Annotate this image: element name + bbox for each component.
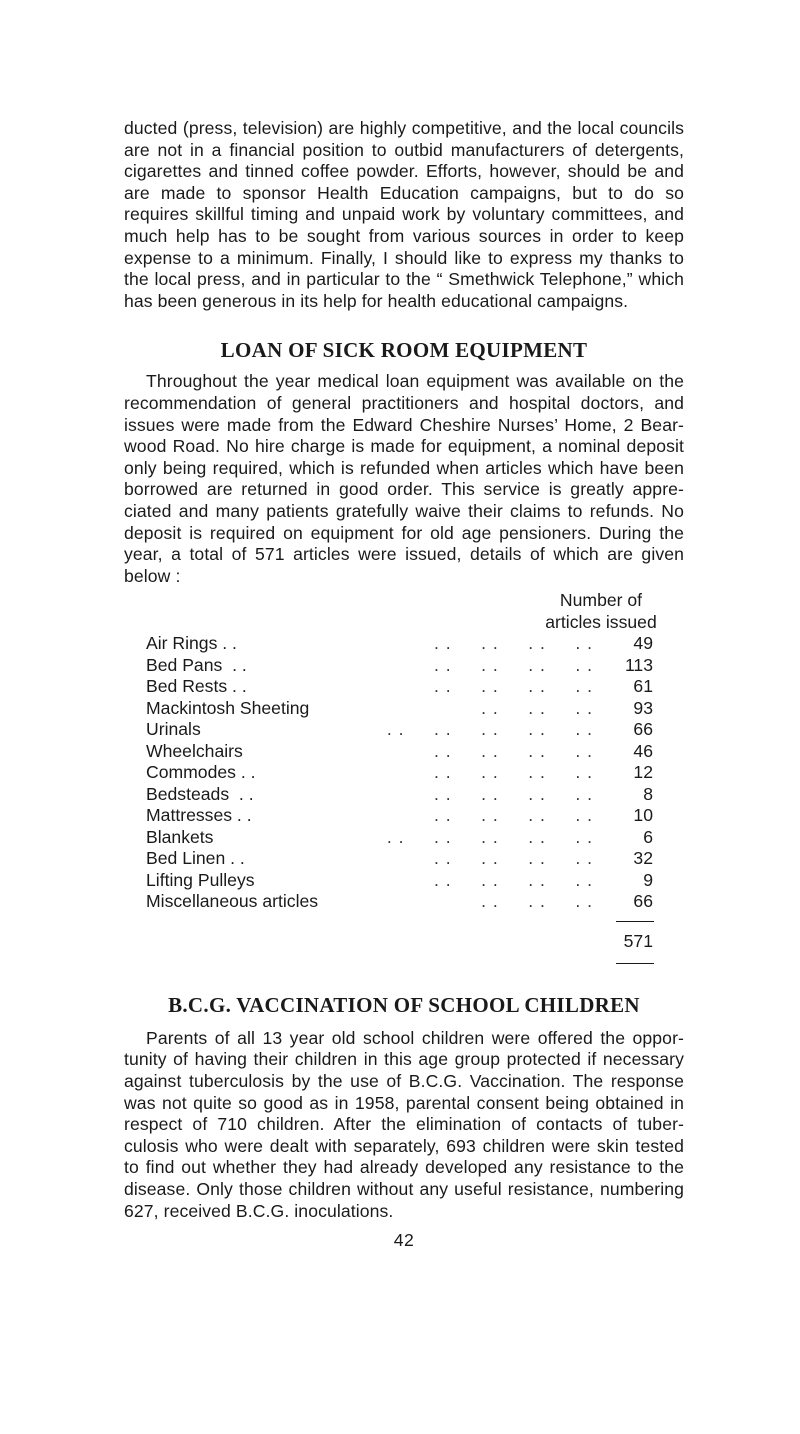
table-row bbox=[124, 762, 684, 784]
row-leader-dots: . . . . . . . . . . bbox=[375, 719, 593, 740]
row-leader-dots: . . . . . . . . . . bbox=[375, 826, 593, 847]
row-leader-dots: . . . . . . . . bbox=[422, 762, 593, 783]
row-label: Mattresses . . bbox=[146, 805, 252, 826]
row-label: Bed Linen . . bbox=[146, 848, 245, 869]
table-row bbox=[124, 741, 684, 763]
row-value: 66 bbox=[633, 719, 653, 740]
row-leader-dots: . . . . . . . . bbox=[422, 654, 593, 675]
row-leader-dots: . . . . . . . . bbox=[422, 676, 593, 697]
row-label: Wheelchairs bbox=[146, 740, 243, 761]
table-rows bbox=[124, 633, 684, 913]
column-header bbox=[521, 589, 681, 633]
row-value: 46 bbox=[633, 740, 653, 761]
row-leader-dots: . . . . . . . . bbox=[422, 783, 593, 804]
row-label: Blankets bbox=[146, 826, 214, 847]
document-page bbox=[124, 118, 684, 1251]
row-value: 9 bbox=[643, 869, 653, 890]
loan-section-heading: LOAN OF SICK ROOM EQUIPMENT bbox=[220, 338, 588, 363]
equipment-table bbox=[124, 589, 684, 971]
row-value: 32 bbox=[633, 848, 653, 869]
table-row bbox=[124, 870, 684, 892]
row-label: Bedsteads . . bbox=[146, 783, 254, 804]
row-label: Air Rings . . bbox=[146, 633, 237, 654]
row-value: 66 bbox=[633, 891, 653, 912]
row-value: 8 bbox=[643, 783, 653, 804]
row-leader-dots: . . . . . . bbox=[375, 697, 593, 718]
row-value: 6 bbox=[643, 826, 653, 847]
intro-paragraph: ducted (press, television) are highly competitive, and the local councils are not in a financial position to outbid manufacturers of detergents, cigarettes and tinned coffee powder. Efforts, however, should be and are made to sponsor Health Education campaigns, but to do so requires skillful timing and unpaid work by voluntary committees, and much help has to be sought from various sources in order to keep expense to a minimum. Finally, I should like to express my thanks to the local press, and in particular to the “ Smethwick Telephone,” which has been generous in its help for health educational campaigns. bbox=[124, 118, 684, 311]
row-label: Mackintosh Sheeting bbox=[146, 697, 310, 718]
total-rule-bottom bbox=[616, 963, 654, 964]
row-leader-dots: . . . . . . . . bbox=[422, 848, 593, 869]
row-value: 49 bbox=[633, 633, 653, 654]
loan-section-paragraph: Throughout the year medical loan equipment was available on the recommendation of general practitioners and hospital doctors, and issues were made from the Edward Cheshire Nurses’ Home, 2 Bear-wood Road. No hire charge is made for equipment, a nominal deposit only being required, which is refunded when articles which have been borrowed are returned in good order. This service is greatly appre-ciated and many patients gratefully waive their claims to refunds. No deposit is required on equipment for old age pensioners. During the year, a total of 571 articles were issued, details of which are given below : bbox=[124, 371, 684, 586]
row-label: Bed Rests . . bbox=[146, 676, 247, 697]
table-row bbox=[124, 633, 684, 655]
row-label: Urinals bbox=[146, 719, 201, 740]
table-header bbox=[124, 589, 684, 633]
row-value: 113 bbox=[624, 654, 653, 675]
table-row bbox=[124, 719, 684, 741]
total-rule-top bbox=[616, 921, 654, 922]
bcg-section-paragraph: Parents of all 13 year old school children were offered the oppor-tunity of having their children in this age group protected if necessary against tuberculosis by the use of B.C.G. Vaccination. The response was not quite so good as in 1958, parental consent being obtained in respect of 710 children. After the elimination of contacts of tuber-culosis who were dealt with separately, 693 children were skin tested to find out whether they had already developed any resistance to the disease. Only those children without any useful resistance, numbering 627, received B.C.G. inoculations. bbox=[124, 1027, 684, 1221]
row-leader-dots: . . . . . . . . bbox=[422, 633, 593, 654]
row-label: Miscellaneous articles bbox=[146, 891, 319, 912]
column-header-line2: articles issued bbox=[545, 612, 657, 633]
table-row bbox=[124, 655, 684, 677]
row-label: Commodes . . bbox=[146, 762, 256, 783]
table-row bbox=[124, 784, 684, 806]
row-leader-dots: . . . . . . . . bbox=[381, 740, 593, 761]
page-number: 42 bbox=[393, 1230, 415, 1251]
row-label: Bed Pans . . bbox=[146, 654, 247, 675]
row-leader-dots: . . . . . . bbox=[375, 891, 593, 912]
table-row bbox=[124, 698, 684, 720]
row-value: 93 bbox=[633, 697, 653, 718]
row-label: Lifting Pulleys bbox=[146, 869, 255, 890]
table-row bbox=[124, 676, 684, 698]
row-leader-dots: . . . . . . . . bbox=[422, 805, 593, 826]
row-value: 61 bbox=[633, 676, 653, 697]
table-row bbox=[124, 891, 684, 913]
row-value: 10 bbox=[633, 805, 653, 826]
table-total: 571 bbox=[623, 930, 653, 951]
table-row bbox=[124, 827, 684, 849]
row-leader-dots: . . . . . . . . bbox=[381, 869, 593, 890]
row-value: 12 bbox=[633, 762, 653, 783]
table-row bbox=[124, 805, 684, 827]
column-header-line1: Number of bbox=[559, 590, 643, 611]
bcg-section-heading: B.C.G. VACCINATION OF SCHOOL CHILDREN bbox=[168, 992, 640, 1017]
table-total-block bbox=[124, 913, 684, 971]
table-row bbox=[124, 848, 684, 870]
